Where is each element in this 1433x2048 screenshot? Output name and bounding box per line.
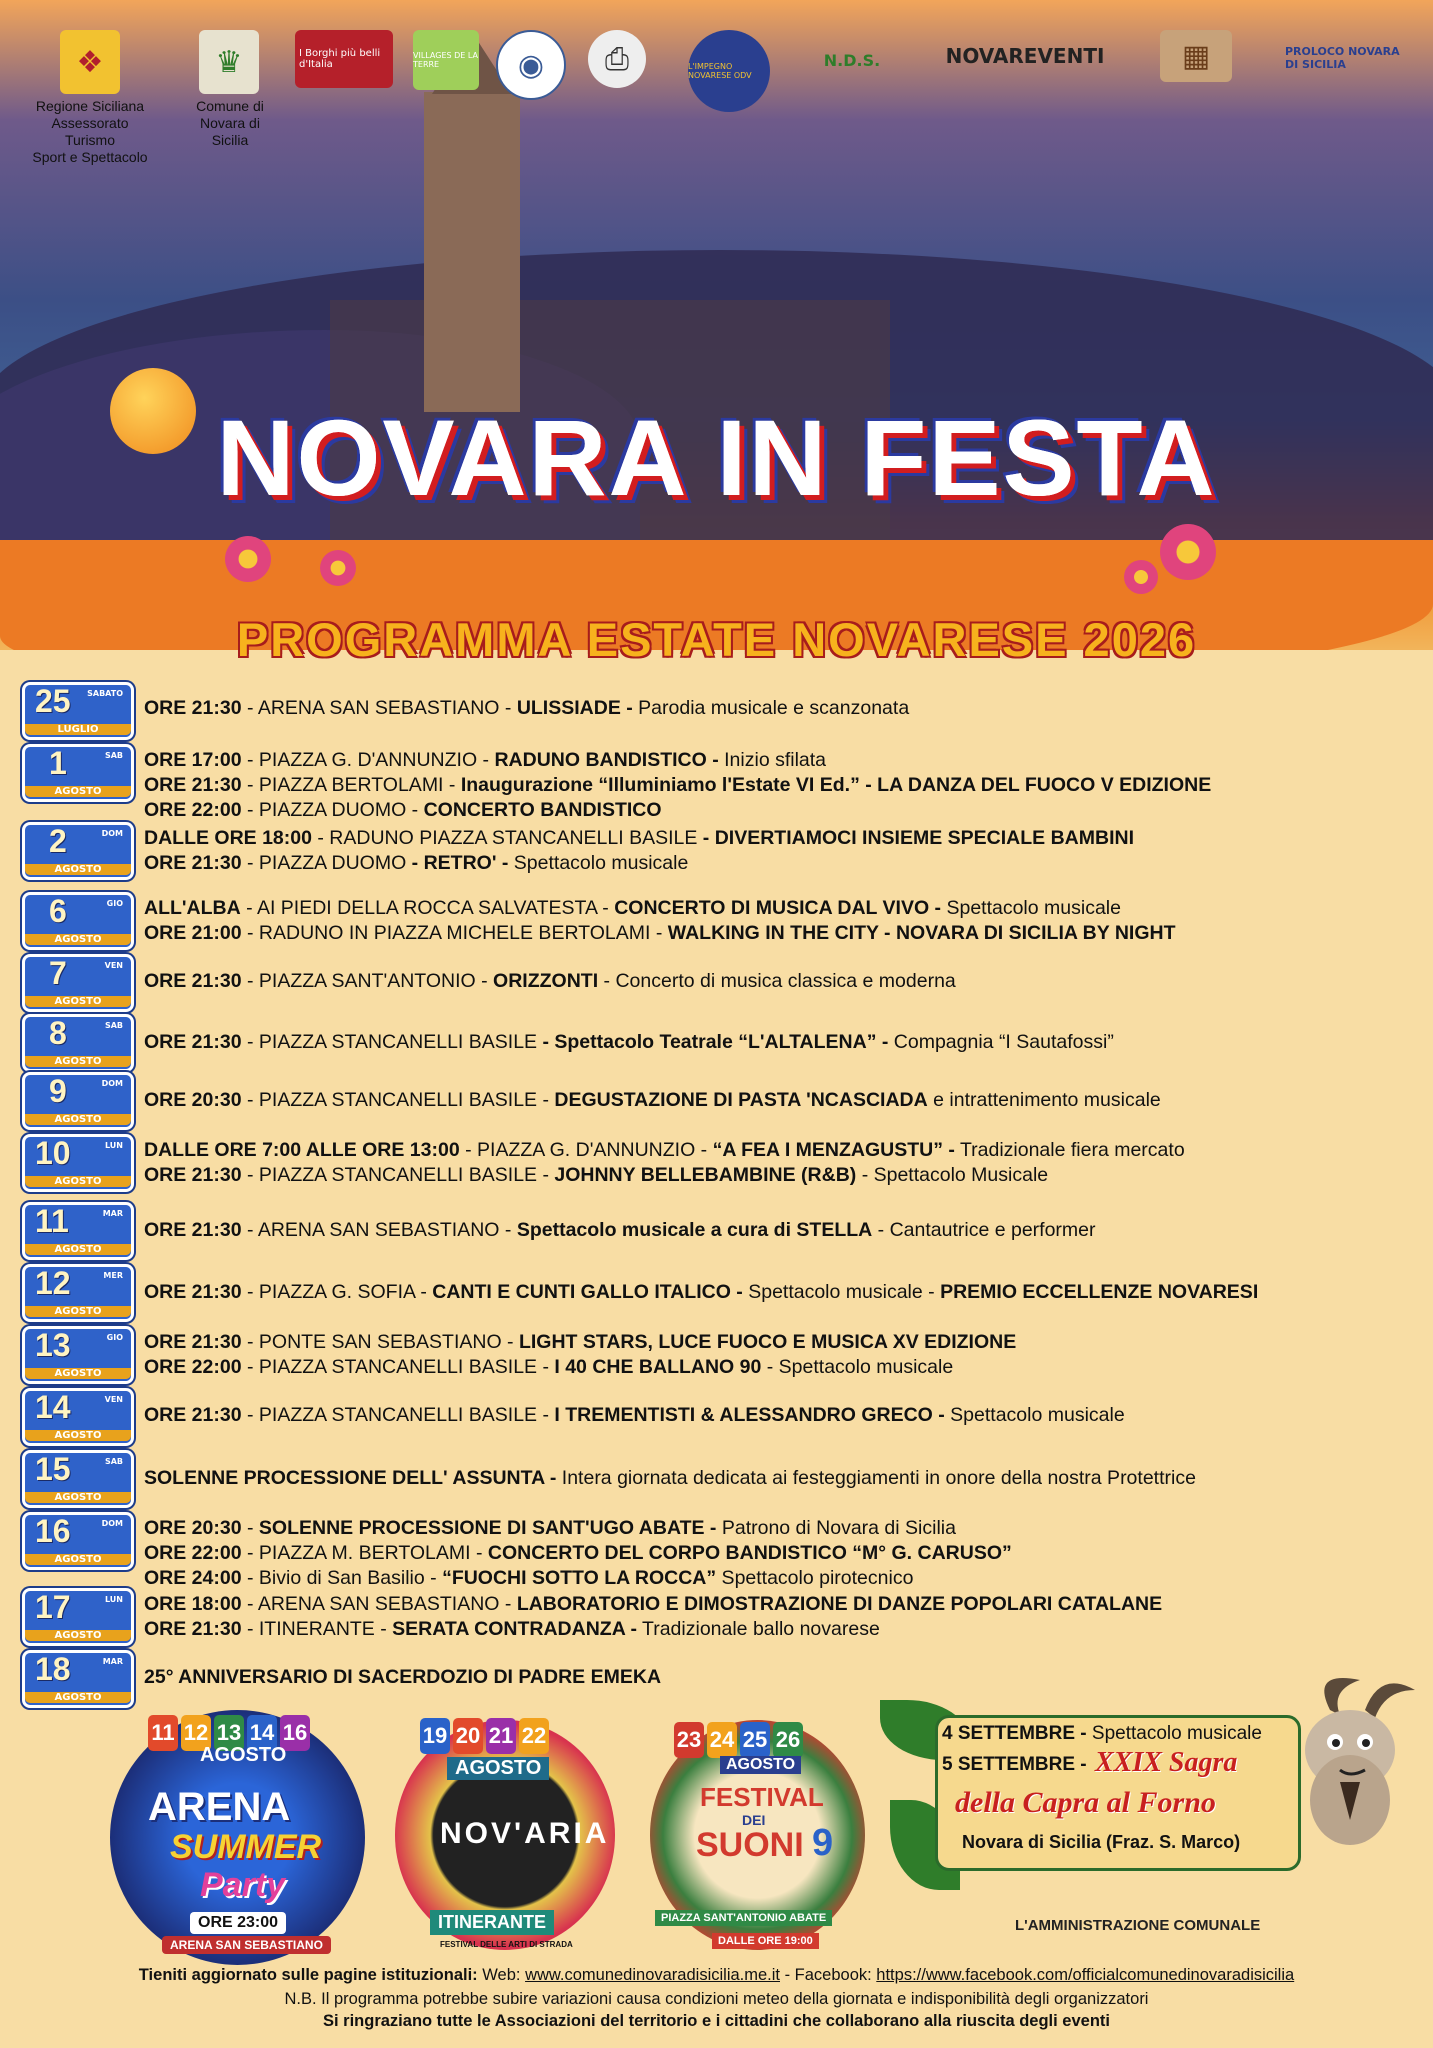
date-month: AGOSTO (25, 786, 131, 797)
event-highlight: DALLE ORE 18:00 (144, 827, 312, 849)
flower-icon (1160, 524, 1216, 580)
date-number: 9 (49, 1073, 67, 1109)
event-text: - ARENA SAN SEBASTIANO - (241, 1593, 517, 1615)
event-highlight: ULISSIADE - (516, 697, 633, 719)
page-title: NOVARA IN FESTA (216, 397, 1217, 518)
event-highlight: ORE 21:30 (144, 852, 242, 874)
event-line (144, 1516, 956, 1541)
date-badge (22, 1388, 134, 1446)
date-number: 16 (35, 1513, 71, 1549)
trinacria-icon: ❖ (60, 30, 120, 94)
event-highlight: ORE 22:00 (144, 1356, 242, 1378)
date-number: 10 (35, 1135, 71, 1171)
date-month: AGOSTO (25, 996, 131, 1007)
date-number: 15 (35, 1451, 71, 1487)
arena-day: 11 (148, 1715, 178, 1751)
festival-place: PIAZZA SANT'ANTONIO ABATE (655, 1910, 832, 1926)
regione-siciliana-label: Regione Siciliana Assessorato Turismo Sport e Spettacolo (32, 98, 148, 165)
event-highlight: - RETRO' - (411, 852, 509, 874)
event-text: - PIAZZA STANCANELLI BASILE - (241, 1404, 555, 1426)
event-highlight: Inaugurazione “Illuminiamo l'Estate VI Ed.” - LA DANZA DEL FUOCO V EDIZIONE (460, 774, 1212, 796)
event-highlight: CONCERTO DI MUSICA DAL VIVO - (614, 897, 942, 919)
event-highlight: ORIZZONTI (493, 970, 599, 992)
event-text: - (241, 1517, 259, 1539)
festival-title: FESTIVAL (700, 1782, 824, 1812)
date-badge (22, 954, 134, 1012)
date-number: 7 (49, 955, 67, 991)
event-text: Inizio sfilata (718, 749, 827, 771)
event-text: Spettacolo musicale (941, 897, 1121, 919)
event-highlight: CONCERTO BANDISTICO (423, 799, 662, 821)
date-badge (22, 1264, 134, 1322)
festival-day: 24 (707, 1722, 737, 1758)
sagra-title-1: XXIX Sagra (1095, 1747, 1238, 1778)
nds-logo: N.D.S. (823, 50, 881, 70)
festival-day: 25 (740, 1722, 770, 1758)
date-month: AGOSTO (25, 1056, 131, 1067)
date-weekday: DOM (101, 1519, 123, 1528)
event-highlight: SOLENNE PROCESSIONE DI SANT'UGO ABATE - (258, 1517, 717, 1539)
event-line (144, 1330, 1016, 1355)
event-highlight: ORE 22:00 (144, 1542, 242, 1564)
date-badge (22, 1072, 134, 1130)
event-text: - Bivio di San Basilio - (241, 1567, 443, 1589)
festival-day: 23 (674, 1722, 704, 1758)
event-highlight: “FUOCHI SOTTO LA ROCCA” (442, 1567, 717, 1589)
arena-summer: SUMMER (170, 1828, 322, 1866)
sponsor-logos (20, 30, 1420, 200)
event-text: Tradizionale fiera mercato (954, 1139, 1185, 1161)
event-text: - ARENA SAN SEBASTIANO - (241, 1219, 517, 1241)
date-weekday: MAR (102, 1209, 123, 1218)
event-highlight: Spettacolo musicale a cura di STELLA (516, 1219, 873, 1241)
event-highlight: ORE 21:30 (144, 1331, 242, 1353)
event-highlight: JOHNNY BELLEBAMBINE (R&B) (554, 1164, 857, 1186)
event-text: - PIAZZA STANCANELLI BASILE - (241, 1356, 555, 1378)
date-badge (22, 1326, 134, 1384)
date-month: LUGLIO (25, 724, 131, 735)
event-text: - ARENA SAN SEBASTIANO - (241, 697, 517, 719)
event-text: - PIAZZA STANCANELLI BASILE (241, 1031, 543, 1053)
event-highlight: ORE 22:00 (144, 799, 242, 821)
event-line (144, 1566, 913, 1591)
date-month: AGOSTO (25, 1368, 131, 1379)
event-line (144, 1088, 1161, 1113)
festival-days (674, 1722, 803, 1758)
novareventi-logo: NOVAREVENTI (945, 44, 1105, 68)
festival-suoni: SUONI (696, 1826, 804, 1864)
date-badge (22, 1134, 134, 1192)
sagra-title-2: della Capra al Forno (955, 1786, 1216, 1819)
impegno-logo: L'IMPEGNO NOVARESE ODV (688, 30, 770, 112)
date-month: AGOSTO (25, 864, 131, 875)
date-weekday: GIO (106, 1333, 123, 1342)
proloco-logo: PROLOCO NOVARA DI SICILIA (1285, 45, 1400, 71)
footer-line-2: N.B. Il programma potrebbe subire variazioni causa condizioni meteo della giornata e indisponibilità degli organizzatori (284, 1990, 1149, 2008)
date-month: AGOSTO (25, 1630, 131, 1641)
date-number: 18 (35, 1651, 71, 1687)
noviaria-subtitle: FESTIVAL DELLE ARTI DI STRADA (440, 1940, 573, 1949)
website-link[interactable]: www.comunedinovaradisicilia.me.it (525, 1966, 780, 1984)
event-text: - PIAZZA G. SOFIA - (241, 1281, 433, 1303)
event-text: e intrattenimento musicale (927, 1089, 1161, 1111)
event-line (144, 1355, 953, 1380)
event-text: - PIAZZA G. D'ANNUNZIO - (459, 1139, 713, 1161)
date-badge (22, 822, 134, 880)
event-text: - Spettacolo Musicale (856, 1164, 1049, 1186)
date-badge (22, 1650, 134, 1708)
date-badge (22, 1512, 134, 1570)
festival-edition: 9 (812, 1822, 834, 1864)
date-month: AGOSTO (25, 934, 131, 945)
event-line (144, 1541, 1012, 1566)
date-badge (22, 1014, 134, 1072)
flower-icon (320, 550, 356, 586)
arena-party: Party (200, 1866, 286, 1904)
event-text: - PIAZZA STANCANELLI BASILE - (241, 1164, 555, 1186)
comune-novara-label: Comune di Novara di Sicilia (196, 98, 264, 148)
date-number: 17 (35, 1589, 71, 1625)
date-badge (22, 1202, 134, 1260)
event-text: Patrono di Novara di Sicilia (716, 1517, 956, 1539)
coat-of-arms-icon: ♛ (199, 30, 259, 94)
event-line (144, 798, 662, 823)
date-number: 11 (35, 1203, 69, 1239)
event-line (144, 1030, 1114, 1055)
event-highlight: ORE 17:00 (144, 749, 242, 771)
date-badge (22, 1588, 134, 1646)
date-weekday: MER (103, 1271, 123, 1280)
event-text: - PIAZZA SANT'ANTONIO - (241, 970, 494, 992)
event-highlight: “A FEA I MENZAGUSTU” - (712, 1139, 955, 1161)
date-weekday: SAB (104, 1457, 123, 1466)
event-highlight: ORE 21:30 (144, 1031, 242, 1053)
date-month: AGOSTO (25, 1114, 131, 1125)
event-highlight: ORE 21:30 (144, 697, 242, 719)
event-text: - PONTE SAN SEBASTIANO - (241, 1331, 519, 1353)
borghi-logo: I Borghi più belli d'Italia (295, 30, 393, 88)
event-text: - PIAZZA DUOMO - (241, 799, 424, 821)
date-weekday: LUN (104, 1141, 123, 1150)
arena-time: ORE 23:00 (190, 1912, 286, 1934)
festival-month: AGOSTO (720, 1756, 801, 1774)
facebook-link[interactable]: https://www.facebook.com/officialcomunedinovaradisicilia (876, 1966, 1295, 1984)
circle-logo-1 (496, 30, 566, 100)
date-number: 14 (35, 1389, 71, 1425)
event-highlight: DALLE ORE 7:00 ALLE ORE 13:00 (144, 1139, 460, 1161)
date-badge (22, 744, 134, 802)
book-icon: ⎙ (588, 30, 646, 88)
september-line-2: 5 SETTEMBRE - (942, 1754, 1087, 1775)
date-weekday: SABATO (87, 689, 123, 698)
arena-month: AGOSTO (200, 1744, 287, 1766)
date-badge (22, 682, 134, 740)
event-text: Intera giornata dedicata ai festeggiamenti in onore della nostra Protettrice (556, 1467, 1196, 1489)
event-line (144, 826, 1134, 851)
event-highlight: ORE 21:30 (144, 1618, 242, 1640)
event-line (144, 696, 909, 721)
noviaria-month: AGOSTO (447, 1757, 549, 1780)
festival-time: DALLE ORE 19:00 (712, 1933, 819, 1949)
event-highlight: ORE 21:30 (144, 1219, 242, 1241)
regione-siciliana-logo (20, 30, 160, 166)
footer-line-3: Si ringraziano tutte le Associazioni del territorio e i cittadini che collaborano alla riuscita degli eventi (323, 2012, 1110, 2030)
event-text: Spettacolo pirotecnico (716, 1567, 914, 1589)
orchestra-logo (1160, 30, 1232, 82)
arena-place: ARENA SAN SEBASTIANO (162, 1936, 331, 1954)
event-line (144, 1280, 1258, 1305)
noviaria-day: 21 (486, 1718, 516, 1754)
date-weekday: DOM (101, 829, 123, 838)
arena-day: 13 (214, 1715, 244, 1751)
noviaria-day: 19 (420, 1718, 450, 1754)
event-text: - PIAZZA M. BERTOLAMI - (241, 1542, 488, 1564)
page-subtitle: PROGRAMMA ESTATE NOVARESE 2026 (236, 613, 1197, 666)
date-weekday: SAB (104, 751, 123, 760)
event-text: - Cantautrice e performer (872, 1219, 1096, 1241)
event-text: Spettacolo musicale (944, 1404, 1125, 1426)
event-text: Parodia musicale e scanzonata (632, 697, 910, 719)
event-highlight: LABORATORIO E DIMOSTRAZIONE DI DANZE POPOLARI CATALANE (516, 1593, 1163, 1615)
date-month: AGOSTO (25, 1244, 131, 1255)
september-line-1: 4 SETTEMBRE - Spettacolo musicale (942, 1723, 1262, 1744)
event-highlight: LIGHT STARS, LUCE FUOCO E MUSICA XV EDIZIONE (518, 1331, 1017, 1353)
date-month: AGOSTO (25, 1554, 131, 1565)
event-line (144, 1665, 661, 1690)
noviaria-title: NOV'ARIA (440, 1817, 610, 1850)
event-text: - PIAZZA STANCANELLI BASILE - (241, 1089, 555, 1111)
date-number: 12 (35, 1265, 71, 1301)
arena-day: 14 (247, 1715, 277, 1751)
date-month: AGOSTO (25, 1492, 131, 1503)
event-line (144, 1617, 880, 1642)
event-text: - PIAZZA G. D'ANNUNZIO - (241, 749, 495, 771)
event-highlight: CONCERTO DEL CORPO BANDISTICO “M° G. CARUSO” (487, 1542, 1012, 1564)
date-month: AGOSTO (25, 1430, 131, 1441)
event-highlight: - Spettacolo Teatrale “L'ALTALENA” - (542, 1031, 889, 1053)
noviaria-day: 22 (519, 1718, 549, 1754)
noviaria-tag: ITINERANTE (430, 1910, 554, 1935)
noviaria-days (420, 1718, 549, 1754)
footer-line-1: Tieniti aggiornato sulle pagine istituzionali: Web: www.comunedinovaradisicilia.me.it - Facebook: https://www.facebook.com/officialcomunedinovaradisicilia (138, 1966, 1295, 1984)
event-line (144, 921, 1175, 946)
event-text: - Concerto di musica classica e moderna (598, 970, 956, 992)
event-highlight: I TREMENTISTI & ALESSANDRO GRECO - (554, 1404, 945, 1426)
villages-logo: VILLAGES DE LA TERRE (413, 30, 479, 90)
event-highlight: ALL'ALBA (144, 897, 241, 919)
event-text: Tradizionale ballo novarese (636, 1618, 880, 1640)
emblem-icon: ◉ (496, 30, 566, 100)
date-weekday: MAR (102, 1657, 123, 1666)
event-line (144, 1163, 1048, 1188)
date-number: 8 (49, 1015, 67, 1051)
event-highlight: ORE 21:30 (144, 774, 242, 796)
comune-novara-logo (185, 30, 275, 149)
date-number: 6 (49, 893, 67, 929)
event-highlight: ORE 20:30 (144, 1089, 242, 1111)
date-month: AGOSTO (25, 1176, 131, 1187)
event-highlight: ORE 21:00 (144, 922, 242, 944)
arena-title: ARENA (148, 1785, 291, 1829)
event-highlight: ORE 21:30 (144, 1404, 242, 1426)
event-text: - Spettacolo musicale (761, 1356, 954, 1378)
date-weekday: DOM (101, 1079, 123, 1088)
event-highlight: ORE 21:30 (144, 1281, 242, 1303)
noviaria-day: 20 (453, 1718, 483, 1754)
event-line (144, 1403, 1125, 1428)
event-text: - RADUNO PIAZZA STANCANELLI BASILE (311, 827, 703, 849)
event-highlight: PREMIO ECCELLENZE NOVARESI (940, 1281, 1259, 1303)
date-number: 25 (35, 683, 71, 719)
event-highlight: ORE 21:30 (144, 970, 242, 992)
date-weekday: GIO (106, 899, 123, 908)
event-line (144, 969, 956, 994)
sagra-place: Novara di Sicilia (Fraz. S. Marco) (962, 1832, 1241, 1852)
event-line (144, 1466, 1196, 1491)
painting-icon: ▦ (1160, 30, 1232, 82)
event-line (144, 1218, 1096, 1243)
event-text: - ITINERANTE - (241, 1618, 393, 1640)
date-number: 13 (35, 1327, 71, 1363)
event-highlight: RADUNO BANDISTICO - (494, 749, 719, 771)
event-highlight: CANTI E CUNTI GALLO ITALICO - (432, 1281, 743, 1303)
event-text: - AI PIEDI DELLA ROCCA SALVATESTA - (240, 897, 615, 919)
event-line (144, 1138, 1185, 1163)
event-line (144, 1592, 1162, 1617)
event-highlight: SOLENNE PROCESSIONE DELL' ASSUNTA - (144, 1467, 557, 1489)
date-number: 1 (49, 745, 67, 781)
date-number: 2 (49, 823, 67, 859)
event-line (144, 773, 1211, 798)
event-highlight: ORE 21:30 (144, 1164, 242, 1186)
event-line (144, 851, 688, 876)
date-weekday: VEN (104, 1395, 123, 1404)
event-highlight: ORE 24:00 (144, 1567, 242, 1589)
event-highlight: SERATA CONTRADANZA - (392, 1618, 637, 1640)
event-highlight: DEGUSTAZIONE DI PASTA 'NCASCIADA (554, 1089, 928, 1111)
date-weekday: LUN (104, 1595, 123, 1604)
arena-day: 16 (280, 1715, 310, 1751)
event-text: - PIAZZA BERTOLAMI - (241, 774, 461, 796)
event-text: Spettacolo musicale - (742, 1281, 941, 1303)
event-highlight: ORE 18:00 (144, 1593, 242, 1615)
date-weekday: VEN (104, 961, 123, 970)
event-highlight: 25° ANNIVERSARIO DI SACERDOZIO DI PADRE EMEKA (144, 1666, 662, 1688)
event-text: - PIAZZA DUOMO (241, 852, 412, 874)
date-month: AGOSTO (25, 1306, 131, 1317)
date-weekday: SAB (104, 1021, 123, 1030)
book-logo (588, 30, 646, 88)
flower-icon (225, 536, 271, 582)
administration-signature: L'AMMINISTRAZIONE COMUNALE (1015, 1917, 1261, 1934)
event-text: - RADUNO IN PIAZZA MICHELE BERTOLAMI - (241, 922, 668, 944)
event-highlight: WALKING IN THE CITY - NOVARA DI SICILIA BY NIGHT (667, 922, 1176, 944)
festival-dei: DEI (742, 1812, 766, 1828)
event-text: Spettacolo musicale (508, 852, 689, 874)
festival-day: 26 (773, 1722, 803, 1758)
goat-mascot-icon (1270, 1670, 1420, 1860)
event-text: Compagnia “I Sautafossi” (888, 1031, 1114, 1053)
event-line (144, 896, 1121, 921)
arena-day: 12 (181, 1715, 211, 1751)
date-badge (22, 892, 134, 950)
event-highlight: - DIVERTIAMOCI INSIEME SPECIALE BAMBINI (702, 827, 1134, 849)
date-month: AGOSTO (25, 1692, 131, 1703)
event-highlight: I 40 CHE BALLANO 90 (554, 1356, 762, 1378)
date-badge (22, 1450, 134, 1508)
flower-icon (1124, 560, 1158, 594)
event-highlight: ORE 20:30 (144, 1517, 242, 1539)
event-line (144, 748, 826, 773)
